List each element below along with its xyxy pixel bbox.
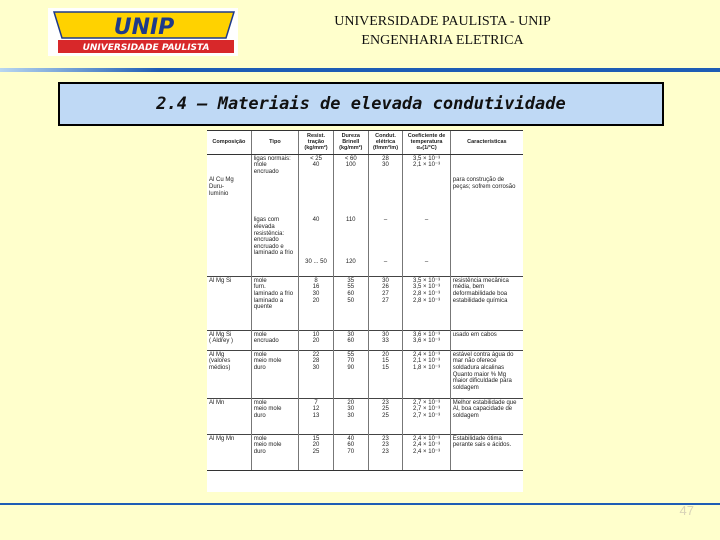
table-cell: Estabilidade ótima perante sais e ácidos. (450, 434, 523, 470)
table-row (207, 176, 523, 216)
slide-title-box (58, 82, 664, 126)
table-cell: 2,7 × 10⁻³ 2,7 × 10⁻³ 2,7 × 10⁻³ (403, 398, 450, 434)
table-cell (368, 176, 403, 216)
page-header (260, 12, 625, 50)
table-cell (251, 176, 298, 216)
header-line-course: ENGENHARIA ELETRICA (361, 33, 524, 48)
table-cell: ligas normais: mole encruado (251, 154, 298, 176)
table-cell (450, 258, 523, 276)
table-cell (450, 216, 523, 258)
table-cell: 8 16 30 20 (299, 276, 334, 330)
unip-logo (48, 8, 238, 56)
table-cell: Al Mn (207, 398, 251, 434)
col-header: Resist. tração (kg/mm²) (299, 131, 334, 155)
table-cell: estável contra água do mar não oferece soldadura alcalinas Quanto maior % Mg maior dificuldade para soldagem (450, 350, 523, 398)
header-line-university: UNIVERSIDADE PAULISTA - UNIP (334, 14, 551, 29)
table-cell: – (368, 258, 403, 276)
table-cell: 3,6 × 10⁻³ 3,6 × 10⁻³ (403, 330, 450, 350)
table-cell (333, 176, 368, 216)
table-cell: < 60 100 (333, 154, 368, 176)
table-cell: mole meio mole duro (251, 398, 298, 434)
table-cell: 3,5 × 10⁻³ 3,5 × 10⁻³ 2,8 × 10⁻³ 2,8 × 10⁻³ (403, 276, 450, 330)
table-cell: 28 30 (368, 154, 403, 176)
table-cell: 30 ... 50 (299, 258, 334, 276)
table-row (207, 276, 523, 330)
table-row (207, 216, 523, 258)
table-cell: usado em cabos (450, 330, 523, 350)
col-header: Coeficiente de temperatura α₂(1/°C) (403, 131, 450, 155)
table-cell: – (403, 216, 450, 258)
table-cell (251, 258, 298, 276)
table-cell: 55 70 90 (333, 350, 368, 398)
table-cell: mole encruado (251, 330, 298, 350)
table-cell (299, 176, 334, 216)
table-cell (207, 258, 251, 276)
header-divider (0, 68, 720, 72)
table-cell: 22 28 30 (299, 350, 334, 398)
table-cell: 35 55 60 50 (333, 276, 368, 330)
footer-divider (0, 503, 720, 505)
materials-table-image (207, 130, 523, 492)
col-header: Dureza Brinell (kg/mm²) (333, 131, 368, 155)
table-cell: 40 60 70 (333, 434, 368, 470)
table-cell: mole furn. laminado a frio laminado a quente (251, 276, 298, 330)
table-row (207, 154, 523, 176)
table-cell: 10 20 (299, 330, 334, 350)
table-row (207, 258, 523, 276)
table-cell (207, 154, 251, 176)
table-cell: 2,4 × 10⁻³ 2,4 × 10⁻³ 2,4 × 10⁻³ (403, 434, 450, 470)
table-cell: Al Mg Mn (207, 434, 251, 470)
table-cell: 2,4 × 10⁻³ 2,1 × 10⁻³ 1,8 × 10⁻³ (403, 350, 450, 398)
logo-bottom-text: UNIVERSIDADE PAULISTA (82, 43, 210, 53)
table-cell: 40 (299, 216, 334, 258)
table-header-row (207, 131, 523, 155)
table-cell: 20 15 15 (368, 350, 403, 398)
table-cell: 23 25 25 (368, 398, 403, 434)
table-cell: para construção de peças; sofrem corrosão (450, 176, 523, 216)
col-header: Tipo (251, 131, 298, 155)
table-cell: 23 23 23 (368, 434, 403, 470)
table-cell: Al Mg Si ( Aldrey ) (207, 330, 251, 350)
table-cell: 30 60 (333, 330, 368, 350)
page-number: 47 (679, 503, 694, 518)
table-cell: 20 30 30 (333, 398, 368, 434)
table-cell: 30 33 (368, 330, 403, 350)
table-row (207, 434, 523, 470)
table-cell: mole meio mole duro (251, 434, 298, 470)
table-cell: ligas com elevada resistência: encruado encruado e laminado a frio (251, 216, 298, 258)
table-cell (207, 216, 251, 258)
col-header: Composição (207, 131, 251, 155)
table-cell: Melhor estabilidade que Al, boa capacidade de soldagem (450, 398, 523, 434)
table-cell (450, 154, 523, 176)
table-cell: < 25 40 (299, 154, 334, 176)
table-cell: Al Mg Si (207, 276, 251, 330)
table-cell: 120 (333, 258, 368, 276)
table-cell: mole meio mole duro (251, 350, 298, 398)
table-row (207, 330, 523, 350)
table-cell: 30 26 27 27 (368, 276, 403, 330)
table-cell: – (403, 258, 450, 276)
table-cell: Al Cu Mg Duru- lumínio (209, 177, 234, 197)
table-cell (403, 176, 450, 216)
table-cell: 15 20 25 (299, 434, 334, 470)
logo-top-text: UNIP (113, 15, 175, 40)
table-cell: 7 12 13 (299, 398, 334, 434)
col-header: Características (450, 131, 523, 155)
col-header: Condut. elétrica (f/mm²/m) (368, 131, 403, 155)
table-cell: 110 (333, 216, 368, 258)
table-cell: Al Mg (valores médios) (207, 350, 251, 398)
materials-table (207, 130, 523, 471)
table-cell: 3,5 × 10⁻³ 2,1 × 10⁻³ (403, 154, 450, 176)
slide-title: 2.4 – Materiais de elevada condutividade (156, 94, 566, 114)
table-cell: resistência mecânica média, bem deformabilidade boa estabilidade química (450, 276, 523, 330)
table-cell: – (368, 216, 403, 258)
table-row (207, 398, 523, 434)
table-row (207, 350, 523, 398)
